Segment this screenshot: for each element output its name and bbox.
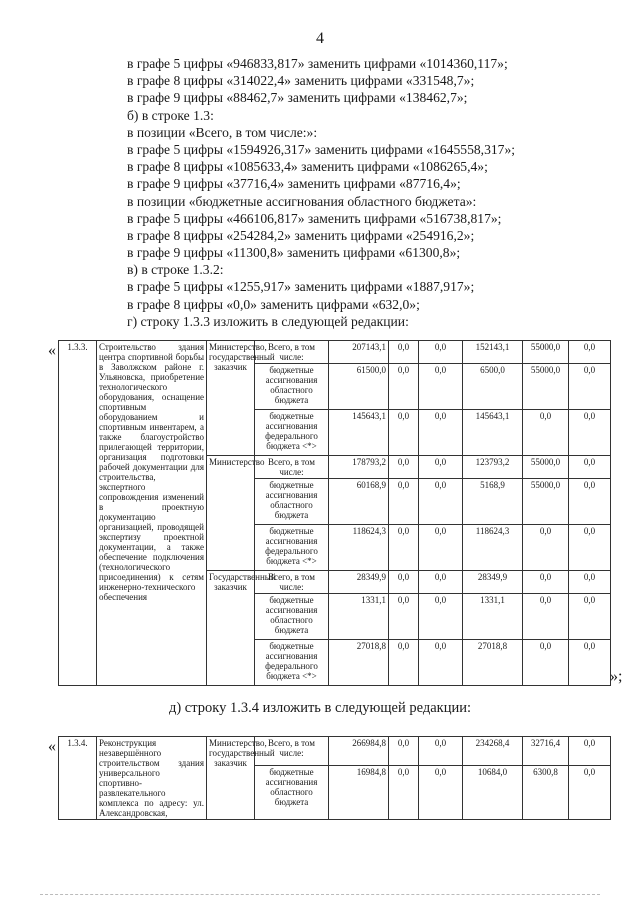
amendment-line: в графе 5 цифры «466106,817» заменить цифрами «516738,817»; bbox=[127, 210, 502, 226]
value-cell: 0,0 bbox=[389, 456, 419, 479]
value-cell: 60168,9 bbox=[329, 479, 389, 525]
value-cell: 0,0 bbox=[389, 525, 419, 571]
executor-cell: Государственный заказчик bbox=[207, 571, 255, 686]
value-cell: 28349,9 bbox=[463, 571, 523, 594]
value-cell: 266984,8 bbox=[329, 737, 389, 766]
value-cell: 55000,0 bbox=[523, 364, 569, 410]
value-cell: 0,0 bbox=[419, 640, 463, 686]
value-cell: 0,0 bbox=[419, 364, 463, 410]
value-cell: 0,0 bbox=[419, 766, 463, 820]
value-cell: 0,0 bbox=[419, 456, 463, 479]
value-cell: 145643,1 bbox=[329, 410, 389, 456]
value-cell: 0,0 bbox=[389, 737, 419, 766]
row-description: Реконструкция незавершённого строительством здания универсального спортивно-развлекательного комплекса по адресу: ул. Александровская, bbox=[97, 737, 207, 820]
value-cell: 32716,4 bbox=[523, 737, 569, 766]
value-cell: 55000,0 bbox=[523, 456, 569, 479]
amendment-line: в графе 5 цифры «946833,817» заменить цифрами «1014360,117»; bbox=[127, 56, 508, 71]
value-cell: 118624,3 bbox=[463, 525, 523, 571]
value-cell: 0,0 bbox=[389, 571, 419, 594]
funding-source-label: бюджетные ассигнования федерального бюджета <*> bbox=[255, 410, 329, 456]
value-cell: 0,0 bbox=[389, 479, 419, 525]
value-cell: 0,0 bbox=[389, 766, 419, 820]
amendment-line: в графе 8 цифры «0,0» заменить цифрами «632,0»; bbox=[127, 296, 420, 312]
amendment-line: в графе 8 цифры «1085633,4» заменить цифрами «1086265,4»; bbox=[127, 159, 488, 175]
value-cell: 0,0 bbox=[419, 737, 463, 766]
funding-source-label: бюджетные ассигнования областного бюджета bbox=[255, 766, 329, 820]
closing-quote: »; bbox=[610, 668, 623, 685]
value-cell: 0,0 bbox=[419, 571, 463, 594]
table-row-1-3-4 bbox=[58, 736, 611, 820]
amendment-line: в графе 5 цифры «1255,917» заменить цифрами «1887,917»; bbox=[127, 279, 475, 295]
table-row bbox=[59, 341, 611, 364]
value-cell: 6500,0 bbox=[463, 364, 523, 410]
amendment-line: в позиции «бюджетные ассигнования областного бюджета»: bbox=[127, 193, 477, 209]
value-cell: 1331,1 bbox=[463, 594, 523, 640]
value-cell: 207143,1 bbox=[329, 341, 389, 364]
value-cell: 0,0 bbox=[389, 341, 419, 364]
funding-source-label: бюджетные ассигнования областного бюджета bbox=[255, 479, 329, 525]
value-cell: 234268,4 bbox=[463, 737, 523, 766]
value-cell: 0,0 bbox=[569, 594, 611, 640]
value-cell: 0,0 bbox=[523, 640, 569, 686]
value-cell: 28349,9 bbox=[329, 571, 389, 594]
value-cell: 0,0 bbox=[569, 640, 611, 686]
value-cell: 0,0 bbox=[569, 410, 611, 456]
value-cell: 16984,8 bbox=[329, 766, 389, 820]
value-cell: 0,0 bbox=[569, 341, 611, 364]
amendment-line: г) строку 1.3.3 изложить в следующей редакции: bbox=[127, 313, 409, 329]
amendment-line: в графе 9 цифры «11300,8» заменить цифрами «61300,8»; bbox=[127, 245, 461, 261]
value-cell: 0,0 bbox=[419, 525, 463, 571]
section-heading-d: д) строку 1.3.4 изложить в следующей редакции: bbox=[168, 700, 472, 716]
amendment-line: б) в строке 1.3: bbox=[127, 107, 214, 123]
value-cell: 6300,8 bbox=[523, 766, 569, 820]
value-cell: 0,0 bbox=[389, 594, 419, 640]
funding-source-label: Всего, в том числе: bbox=[255, 456, 329, 479]
page-number: 4 bbox=[316, 30, 324, 47]
value-cell: 0,0 bbox=[389, 364, 419, 410]
amendment-paragraphs bbox=[127, 55, 607, 330]
value-cell: 27018,8 bbox=[329, 640, 389, 686]
value-cell: 0,0 bbox=[569, 479, 611, 525]
value-cell: 0,0 bbox=[569, 456, 611, 479]
value-cell: 152143,1 bbox=[463, 341, 523, 364]
row-description: Строительство здания центра спортивной борьбы в Заволжском районе г. Ульяновска, приобретение технологического оборудования, оснащение спортивным оборудованием и спортивным инвентарем, а также благоустройство прилегающей территории, организация подготовки рабочей документации для строительства, экспертного сопровождения изменений в проектную документацию организацией, проводящей экспертизу проектной документации, а также обеспечение подключения (технологического присоединения) к сетям инженерно-технического обеспечения bbox=[97, 341, 207, 686]
value-cell: 0,0 bbox=[569, 364, 611, 410]
row-number: 1.3.3. bbox=[59, 341, 97, 686]
value-cell: 55000,0 bbox=[523, 479, 569, 525]
value-cell: 0,0 bbox=[389, 410, 419, 456]
funding-source-label: Всего, в том числе: bbox=[255, 737, 329, 766]
funding-source-label: бюджетные ассигнования федерального бюджета <*> bbox=[255, 525, 329, 571]
funding-source-label: Всего, в том числе: bbox=[255, 341, 329, 364]
value-cell: 0,0 bbox=[569, 766, 611, 820]
value-cell: 0,0 bbox=[523, 525, 569, 571]
value-cell: 0,0 bbox=[569, 525, 611, 571]
value-cell: 145643,1 bbox=[463, 410, 523, 456]
value-cell: 0,0 bbox=[523, 594, 569, 640]
value-cell: 5168,9 bbox=[463, 479, 523, 525]
executor-cell: Министерство bbox=[207, 456, 255, 571]
value-cell: 0,0 bbox=[523, 571, 569, 594]
value-cell: 0,0 bbox=[569, 571, 611, 594]
value-cell: 61500,0 bbox=[329, 364, 389, 410]
opening-quote: « bbox=[48, 342, 56, 359]
opening-quote-2: « bbox=[48, 738, 56, 755]
amendment-line: в) в строке 1.3.2: bbox=[127, 262, 224, 278]
funding-source-label: бюджетные ассигнования областного бюджета bbox=[255, 594, 329, 640]
amendment-line: в графе 9 цифры «88462,7» заменить цифрами «138462,7»; bbox=[127, 90, 468, 106]
value-cell: 0,0 bbox=[419, 410, 463, 456]
value-cell: 0,0 bbox=[419, 479, 463, 525]
value-cell: 0,0 bbox=[419, 341, 463, 364]
table-row bbox=[59, 737, 611, 766]
amendment-line: в графе 8 цифры «254284,2» заменить цифрами «254916,2»; bbox=[127, 227, 475, 243]
amendment-line: в графе 8 цифры «314022,4» заменить цифрами «331548,7»; bbox=[127, 73, 475, 89]
value-cell: 118624,3 bbox=[329, 525, 389, 571]
table-row-1-3-3 bbox=[58, 340, 611, 686]
funding-source-label: бюджетные ассигнования федерального бюджета <*> bbox=[255, 640, 329, 686]
value-cell: 0,0 bbox=[389, 640, 419, 686]
executor-cell: Министерство, государственный заказчик bbox=[207, 341, 255, 456]
value-cell: 178793,2 bbox=[329, 456, 389, 479]
scan-edge-line bbox=[40, 894, 600, 895]
row-number: 1.3.4. bbox=[59, 737, 97, 820]
value-cell: 123793,2 bbox=[463, 456, 523, 479]
funding-source-label: бюджетные ассигнования областного бюджета bbox=[255, 364, 329, 410]
executor-cell: Министерство, государственный заказчик bbox=[207, 737, 255, 820]
value-cell: 0,0 bbox=[569, 737, 611, 766]
value-cell: 1331,1 bbox=[329, 594, 389, 640]
value-cell: 0,0 bbox=[523, 410, 569, 456]
value-cell: 10684,0 bbox=[463, 766, 523, 820]
funding-source-label: Всего, в том числе: bbox=[255, 571, 329, 594]
value-cell: 0,0 bbox=[419, 594, 463, 640]
value-cell: 55000,0 bbox=[523, 341, 569, 364]
amendment-line: в графе 5 цифры «1594926,317» заменить цифрами «1645558,317»; bbox=[127, 141, 516, 157]
amendment-line: в графе 9 цифры «37716,4» заменить цифрами «87716,4»; bbox=[127, 176, 461, 192]
value-cell: 27018,8 bbox=[463, 640, 523, 686]
amendment-line: в позиции «Всего, в том числе:»: bbox=[127, 124, 318, 140]
